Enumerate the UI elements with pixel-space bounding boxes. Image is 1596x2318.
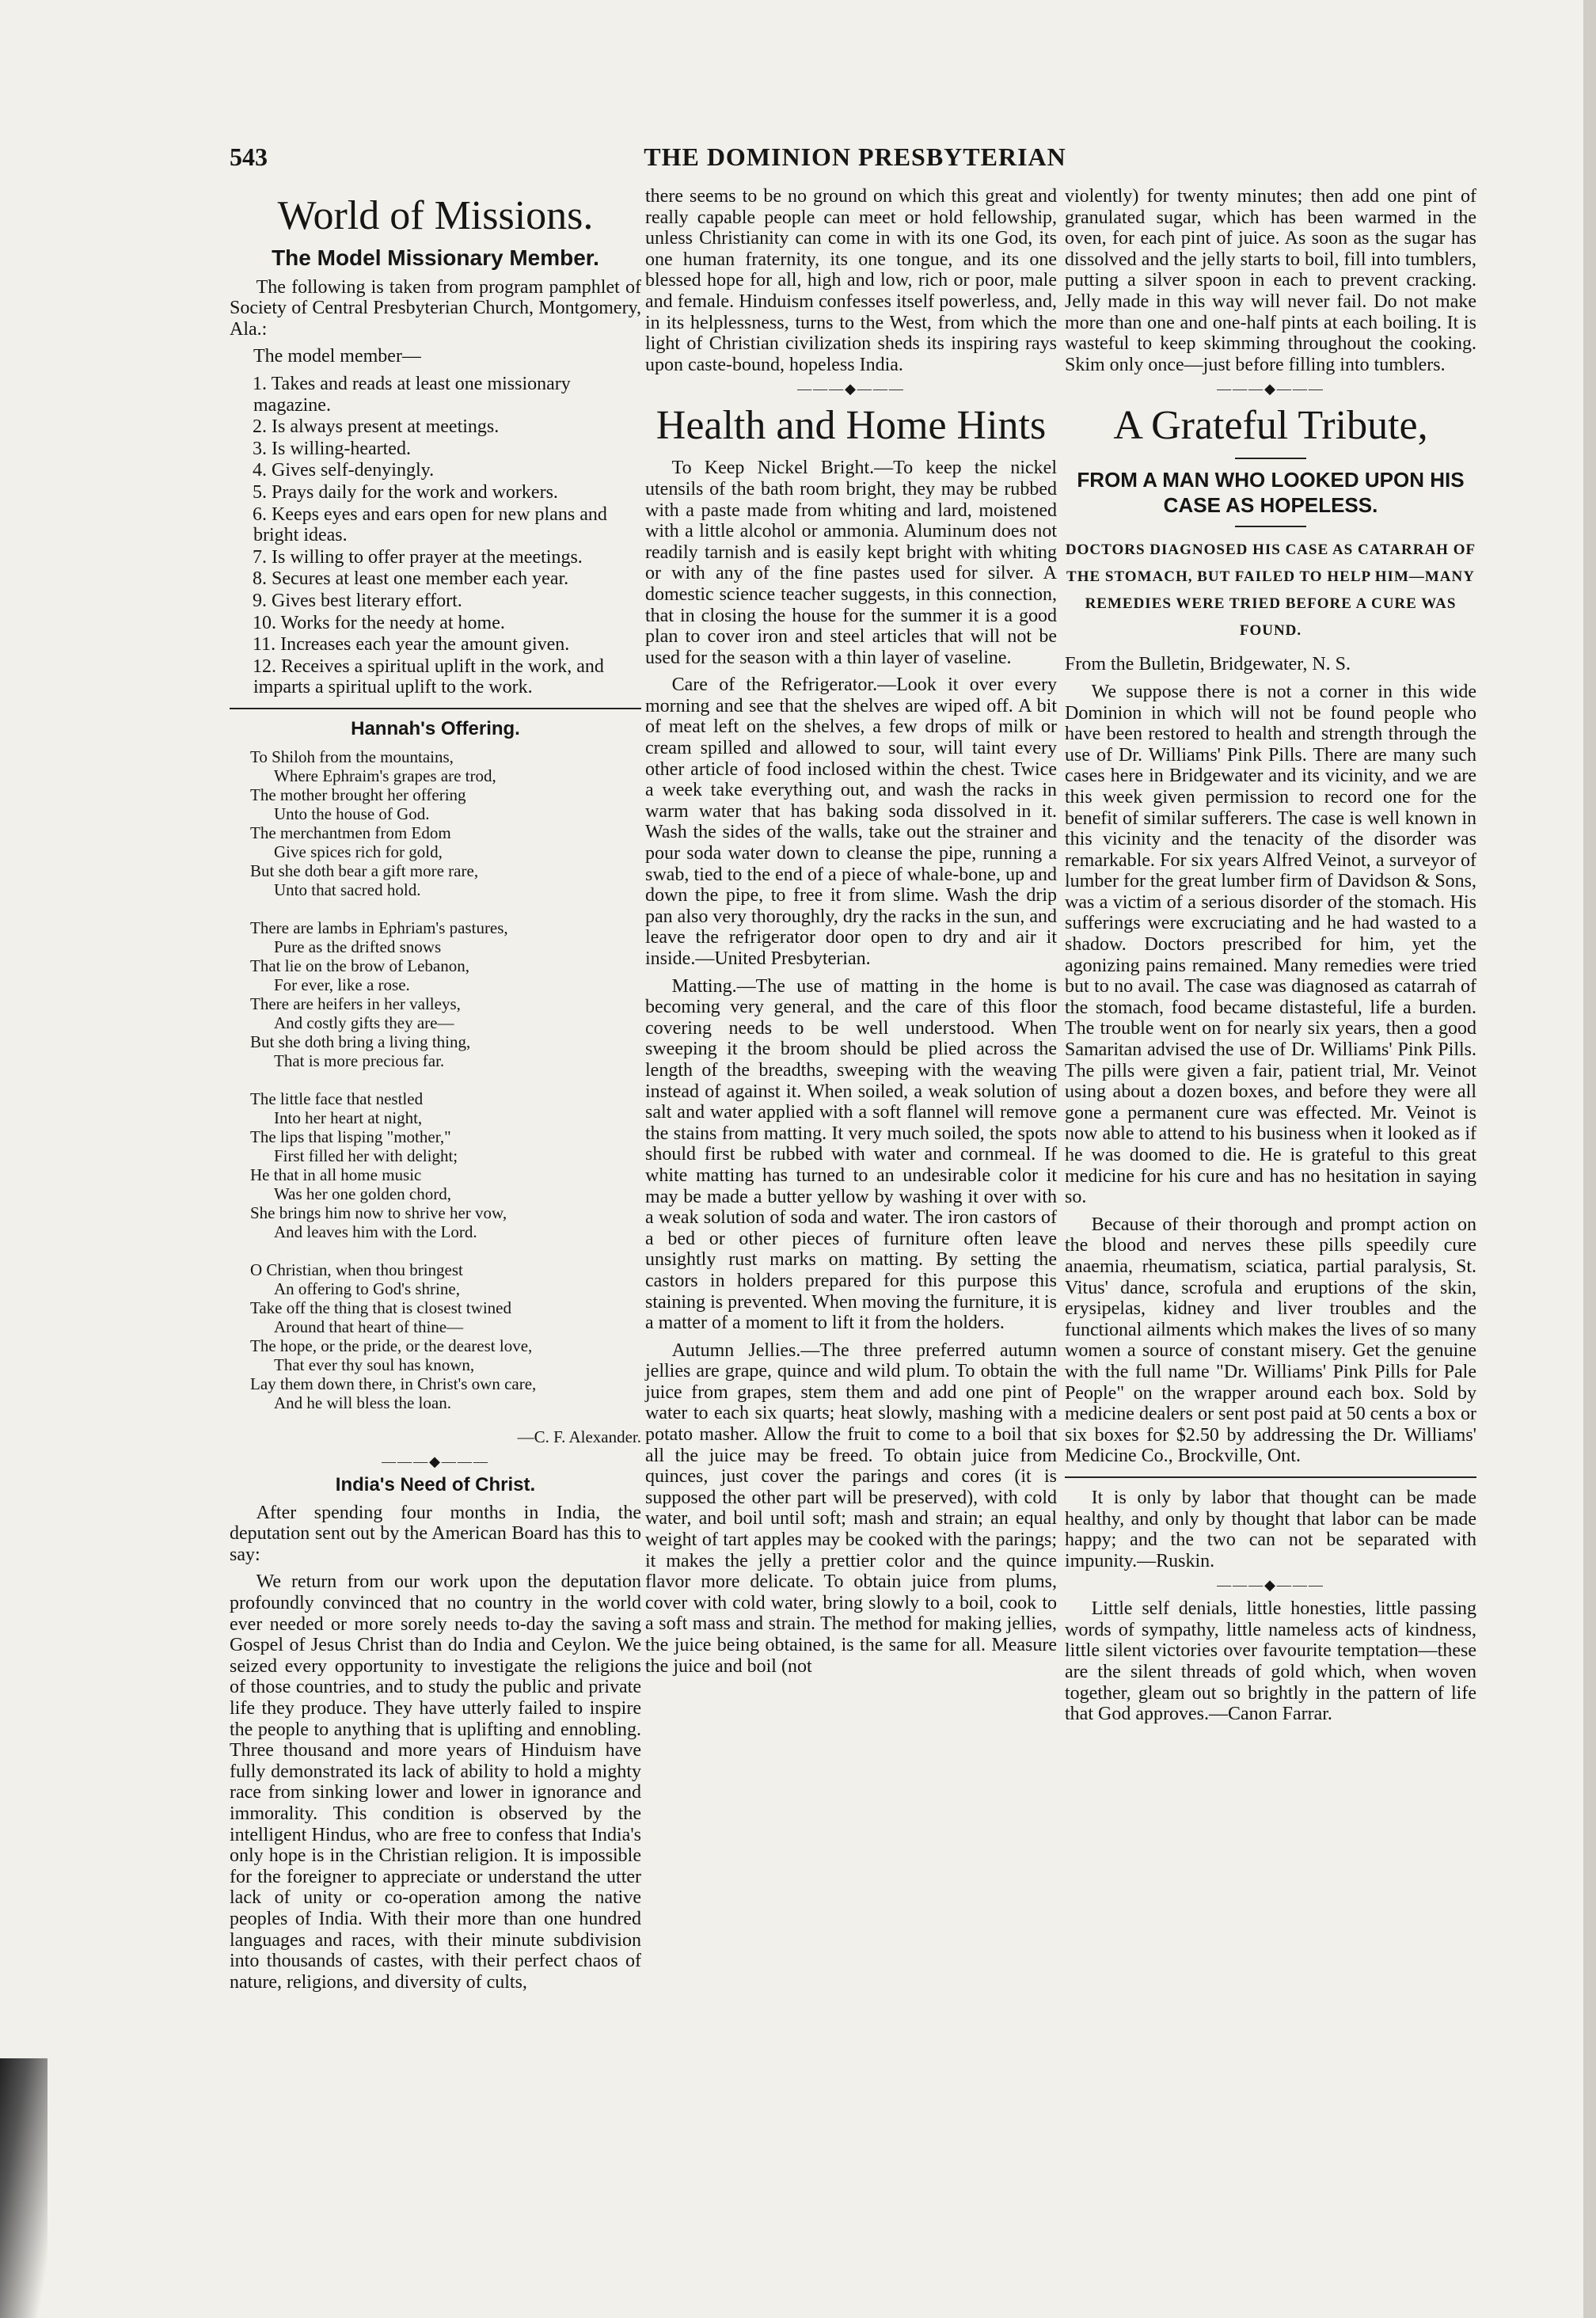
poem-stanza [250, 747, 641, 899]
poem-line: And he will bless the loan. [274, 1393, 451, 1413]
poem-line: The merchantmen from Edom [250, 823, 451, 843]
article-paragraph: We suppose there is not a corner in this wide Dominion in which will not be found people who have been restored to health and strength through the use of Dr. Williams' Pink Pills. There are many such cases here in Bridgewater and its vicinity, and we are this week given permission to record one for the benefit of similar sufferers. The case is well known in this vicinity and the tenacity of the disorder was remarkable. For six years Alfred Veinot, a surveyor of lumber for the great lumber firm of Davidson & Sons, was a victim of a serious disorder of the stomach. His sufferings were excruciating and he had wasted to a shadow. Doctors prescribed for him, yet the agonizing pains remained. Many remedies were tried but to no avail. The case was diagnosed as catarrah of the stomach, food became distasteful, life a burden. The trouble went on for nearly six years, then a good Samaritan advised the use of Dr. Williams' Pink Pills. The pills were given a fair, patient trial, Mr. Veinot using about a dozen boxes, and before they were all gone a permanent cure was effected. Mr. Veinot is now able to attend to his business when it looked as if he was doomed to die. He is grateful to this great medicine for his cure and has no hesitation in saying so. [1065, 681, 1476, 1208]
poem-line: Around that heart of thine— [274, 1317, 464, 1337]
journal-title: THE DOMINION PRESBYTERIAN [644, 142, 1066, 171]
ornament-separator: ———◆——— [1217, 381, 1324, 397]
ornament-separator: ———◆——— [382, 1454, 489, 1470]
ornament-separator: ———◆——— [1217, 1577, 1324, 1594]
list-item: 1. Takes and reads at least one missionary magazine. [253, 373, 571, 416]
article-caps-blurb: DOCTORS DIAGNOSED HIS CASE AS CATARRAH OF THE STOMACH, BUT FAILED TO HELP HIM—MANY REMEDIES WERE TRIED BEFORE A CURE WAS FOUND. [1065, 542, 1476, 640]
poem-line: But she doth bring a living thing, [250, 1032, 471, 1052]
poem-line: And costly gifts they are— [274, 1013, 454, 1033]
list-item: 10. Works for the needy at home. [253, 612, 505, 633]
poem-line: That ever thy soul has known, [274, 1355, 475, 1375]
article-intro: The following is taken from program pamphlet of Society of Central Presbyterian Church, Montgomery, Ala.: [230, 276, 641, 340]
poem-line: That is more precious far. [274, 1051, 445, 1071]
article-lead: The model member— [253, 346, 421, 367]
poem-author: —C. F. Alexander. [517, 1427, 641, 1447]
article-paragraph: Matting.—The use of matting in the home is becoming very general, and the care of this floor covering needs to be well understood. When sweeping it the broom should be plied across the length of the breadths, sweeping with the weaving instead of against it. When soiled, a weak solution of salt and water applied with a soft flannel will remove the stains from matting. It very much soiled, the spots should first be rubbed with water and cornmeal. If white matting has turned to an undesirable color it may be made a butter yellow by washing it over with a weak solution of soda and water. The iron castors of a bed or other pieces of furniture often leave unsightly rust marks on matting. By setting the castors in holders prepared for this purpose this staining is prevented. When moving the furniture, it is a matter of a moment to lift it from the holders. [645, 975, 1057, 1334]
poem-line: The hope, or the pride, or the dearest love, [250, 1336, 533, 1356]
divider [1235, 526, 1306, 527]
poem-line: There are lambs in Ephriam's pastures, [250, 918, 508, 938]
poem-stanza [250, 918, 641, 1070]
section-title-health-home-hints: Health and Home Hints [656, 403, 1047, 449]
list-item: 5. Prays daily for the work and workers. [253, 481, 558, 503]
section-title-world-of-missions: World of Missions. [277, 193, 594, 238]
list-item: 8. Secures at least one member each year. [253, 568, 569, 590]
poem-line: Into her heart at night, [274, 1108, 423, 1128]
poem-line: Unto that sacred hold. [274, 880, 421, 900]
poem-line: Was her one golden chord, [274, 1184, 451, 1204]
poem-line: Take off the thing that is closest twined [250, 1298, 511, 1318]
page-number: 543 [230, 142, 268, 171]
list-item: 9. Gives best literary effort. [253, 590, 462, 611]
poem-line: That lie on the brow of Lebanon, [250, 956, 469, 976]
column-2 [645, 186, 1057, 1683]
poem-stanza [250, 1089, 641, 1241]
poem-stanza [250, 1260, 641, 1412]
article-paragraph: Because of their thorough and prompt action on the blood and nerves these pills speedily cure anaemia, rheumatism, sciatica, partial paralysis, St. Vitus' dance, scrofula and eruptions of the skin, erysipelas, kidney and liver troubles and the functional ailments which makes the lives of so many women a source of constant misery. Get the genuine with the full name "Dr. Williams' Pink Pills for Pale People" on the wrapper around each box. Sold by medicine dealers or sent post paid at 50 cents a box or six boxes for $2.50 by addressing the Dr. Williams' Medicine Co., Brockville, Ont. [1065, 1214, 1476, 1467]
list-item: 3. Is willing-hearted. [253, 438, 411, 459]
poem-line: The lips that lisping "mother," [250, 1127, 451, 1147]
quote-ruskin: It is only by labor that thought can be made healthy, and only by thought that labor can be made happy; and the two can not be separated with impunity.—Ruskin. [1065, 1487, 1476, 1571]
poem-line: And leaves him with the Lord. [274, 1222, 477, 1242]
list-item: 4. Gives self-denyingly. [253, 460, 435, 481]
poem-line: There are heifers in her valleys, [250, 994, 461, 1014]
article-title-hannah: Hannah's Offering. [351, 717, 520, 739]
article-paragraph: We return from our work upon the deputation profoundly convinced that no country in the world ever needed or more sorely needs to-day the saving Gospel of Jesus Christ than do India and Ceylon. We seized every opportunity to investigate the religions of those countries, and to study the public and private life they produce. They have utterly failed to inspire the people to anything that is uplifting and ennobling. Three thousand and more years of Hinduism have fully demonstrated its lack of ability to hold a mighty race from sinking lower and lower in ignorance and immorality. This condition is observed by the intelligent Hindus, who are free to confess that India's only hope is in the Christian religion. It is impossible for the foreigner to appreciate or understand the utter lack of unity or co-operation among the native peoples of India. With their more than one hundred languages and races, with their minute subdivision into thousands of castes, with their perfect chaos of nature, religions, and diversity of cults, [230, 1571, 641, 1993]
page-binding-shadow [0, 2058, 48, 2318]
poem-line: Lay them down there, in Christ's own care, [250, 1374, 537, 1394]
article-subtitle: FROM A MAN WHO LOOKED UPON HIS CASE AS HOPELESS. [1077, 468, 1465, 518]
poem-line: O Christian, when thou bringest [250, 1260, 463, 1280]
article-source: From the Bulletin, Bridgewater, N. S. [1065, 654, 1351, 675]
article-paragraph: To Keep Nickel Bright.—To keep the nickel utensils of the bath room bright, they may be rubbed with a paste made from whiting and lard, moistened with a little alcohol or ammonia. Aluminum does not readily tarnish and is easily kept bright with whiting or with any of the fine pastes used for silver. A domestic science teacher suggests, in this connection, that in closing the house for the summer it is a good plan to cover iron and steel articles that will not be used for the season with a thin layer of vaseline. [645, 458, 1057, 668]
section-title-grateful-tribute: A Grateful Tribute, [1113, 403, 1428, 449]
page-edge [1583, 0, 1596, 2318]
poem-line: Unto the house of God. [274, 804, 430, 824]
model-member-list [230, 374, 641, 698]
poem-line: The mother brought her offering [250, 785, 466, 805]
ornament-separator: ———◆——— [797, 381, 905, 397]
article-title-india: India's Need of Christ. [335, 1474, 536, 1496]
list-item: 2. Is always present at meetings. [253, 416, 500, 438]
article-continuation: violently) for twenty minutes; then add one pint of granulated sugar, which has been warmed in the oven, for each pint of juice. As soon as the sugar has dissolved and the jelly starts to boil, fill into tumblers, putting a silver spoon in each to prevent cracking. Jelly made in this way will never fail. Do not make more than one and one-half pints at each boiling. It is wasteful to keep skimming throughout the cooking. Skim only once—just before filling into tumblers. [1065, 186, 1476, 375]
divider [230, 708, 641, 709]
poem-line: Where Ephraim's grapes are trod, [274, 766, 496, 786]
poem-line: Pure as the drifted snows [274, 937, 442, 957]
poem-line: For ever, like a rose. [274, 975, 410, 995]
poem-line: To Shiloh from the mountains, [250, 747, 454, 767]
list-item: 11. Increases each year the amount given. [253, 634, 570, 656]
poem-line: First filled her with delight; [274, 1146, 458, 1166]
poem-line: She brings him now to shrive her vow, [250, 1203, 507, 1223]
article-continuation: there seems to be no ground on which this great and really capable people can meet or hold fellowship, unless Christianity can come in with its one God, its one human fraternity, its one tongue, and its one blessed hope for all, high and low, rich or poor, male and female. Hinduism confesses itself powerless, and, in its helplessness, turns to the West, from which the light of Christian civilization sheds its inspiring rays upon caste-bound, hopeless India. [645, 186, 1057, 375]
page-header [230, 142, 1480, 182]
divider [1235, 458, 1306, 459]
divider [1065, 1476, 1476, 1478]
column-3 [1065, 186, 1476, 1731]
article-paragraph: After spending four months in India, the deputation sent out by the American Board has this to say: [230, 1502, 641, 1565]
poem-line: But she doth bear a gift more rare, [250, 861, 479, 881]
quote-farrar: Little self denials, little honesties, little passing words of sympathy, little nameless acts of kindness, little silent victories over favourite temptation—these are the silent threads of gold which, when woven together, gleam out so brightly in the pattern of life that God approves.—Canon Farrar. [1065, 1598, 1476, 1725]
article-paragraph: Autumn Jellies.—The three preferred autumn jellies are grape, quince and wild plum. To obtain the juice from grapes, stem them and add one pint of water to each six quarts; heat slowly, mashing with a potato masher. Allow the fruit to come to a boil that all the juice may be freed. To obtain juice from quinces, just cover the parings and cores (it is supposed the other part will be preserved), with cold water, and boil until soft; mash and strain; an equal weight of tart apples may be cooked with the parings; it makes the jelly a prettier color and the quince flavor more delicate. To obtain juice from plums, cover with cold water, bring slowly to a boil, cook to a soft mass and strain. The method for making jellies, the juice being obtained, is the same for all. Measure the juice and boil (not [645, 1340, 1057, 1677]
poem-line: Give spices rich for gold, [274, 842, 443, 862]
list-item: 7. Is willing to offer prayer at the meetings. [253, 546, 583, 568]
poem-line: The little face that nestled [250, 1089, 424, 1109]
column-1 [230, 186, 641, 1999]
article-paragraph: Care of the Refrigerator.—Look it over every morning and see that the shelves are wiped off. A bit of meat left on the shelves, a few drops of milk or cream spilled and allowed to sour, will taint every other article of food inclosed within the chest. Twice a week take everything out, and wash the racks in warm water that has baking soda dissolved in it. Wash the sides of the walls, take out the strainer and pour soda water down to cleanse the pipe, running a swab, tied to the end of a piece of whale-bone, up and down the pipe, to free it from slime. Wash the drip pan also very thoroughly, dry the racks in the sun, and leave the refrigerator door open to dry and air it inside.—United Presbyterian. [645, 674, 1057, 969]
article-title-model-member: The Model Missionary Member. [272, 245, 599, 270]
list-item: 6. Keeps eyes and ears open for new plans and bright ideas. [253, 504, 607, 546]
list-item: 12. Receives a spiritual uplift in the work, and imparts a spiritual uplift to the work. [253, 656, 604, 698]
poem-line: He that in all home music [250, 1165, 422, 1185]
poem-line: An offering to God's shrine, [274, 1279, 460, 1299]
poem-hannahs-offering [250, 747, 641, 1412]
